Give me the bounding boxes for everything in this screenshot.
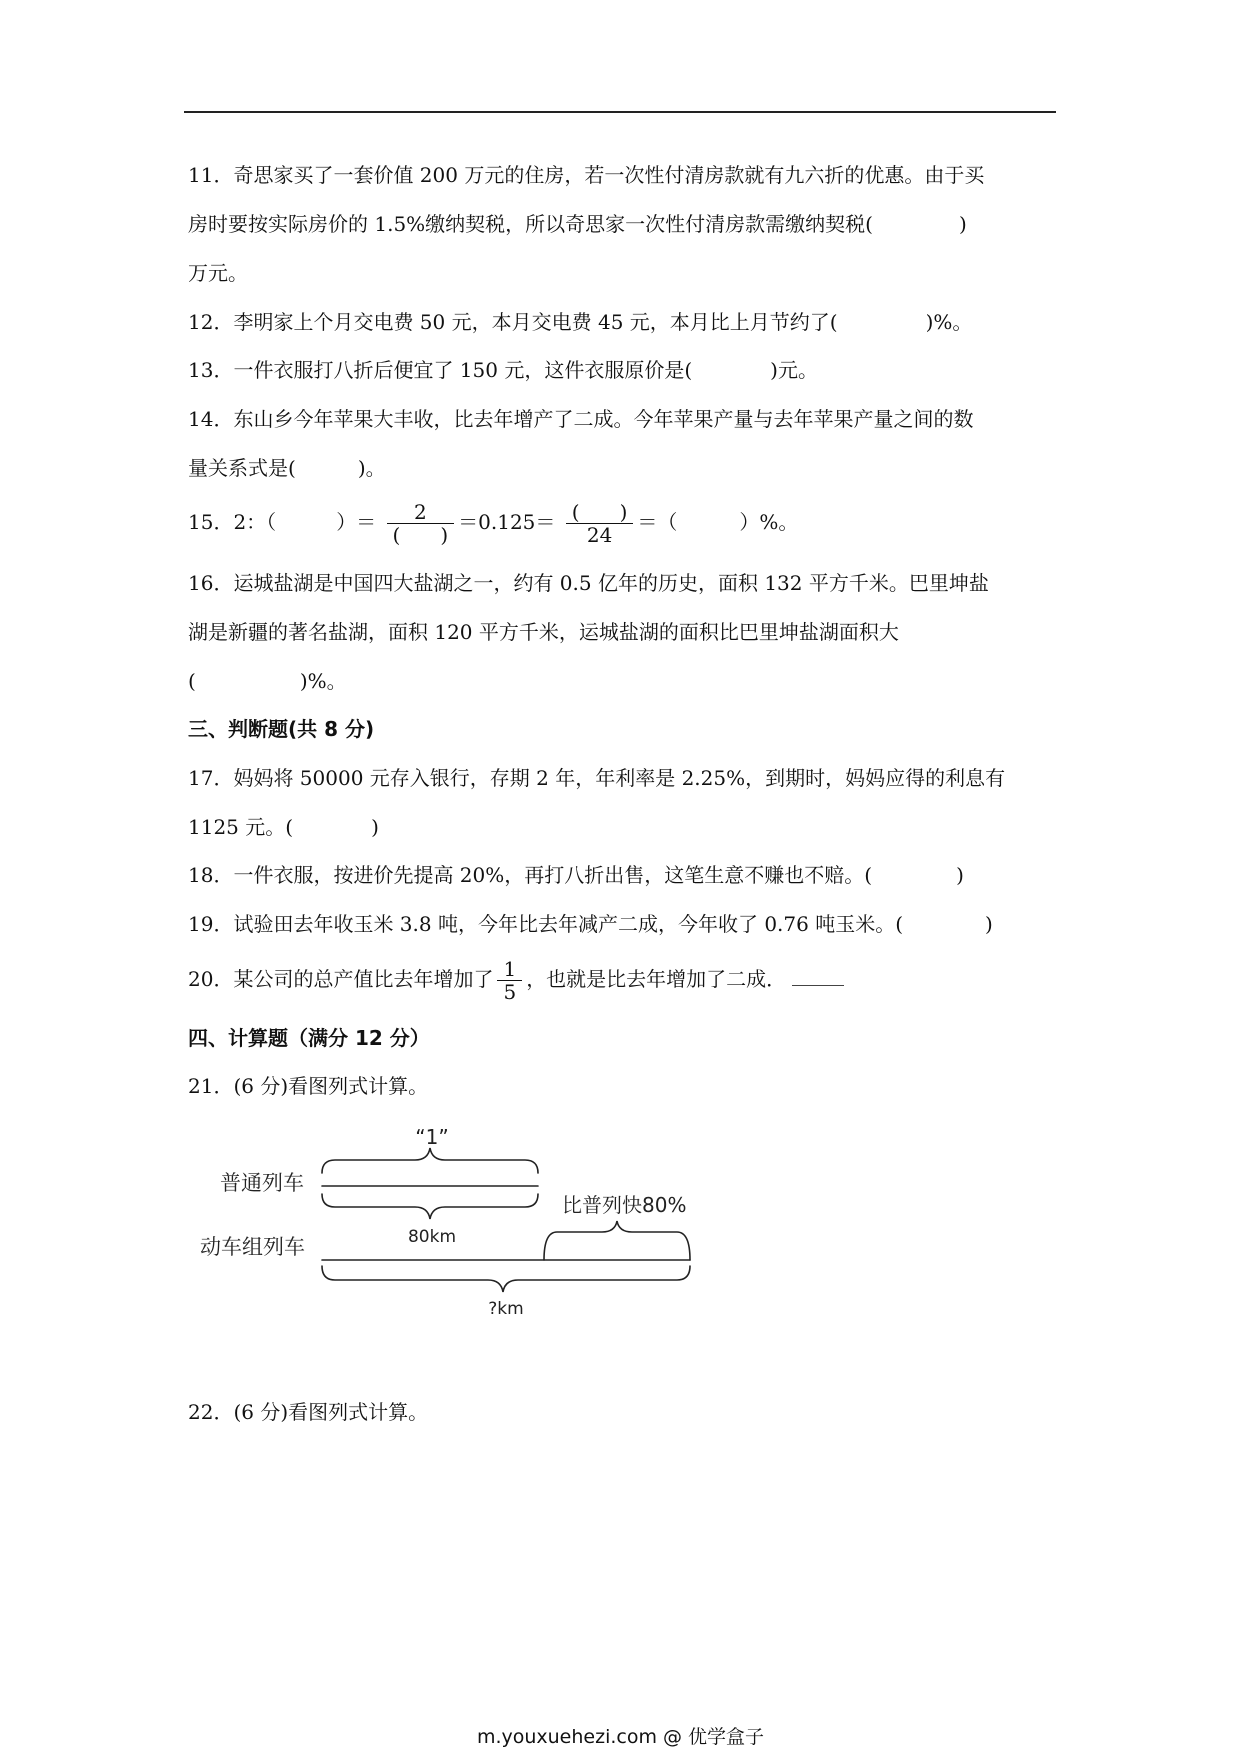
q20-fraction: [497, 958, 522, 1003]
q15-fraction2-den: 24: [586, 523, 613, 547]
q13-text: 13．一件衣服打八折后便宜了 150 元，这件衣服原价是(: [188, 358, 693, 382]
q19-text: 19．试验田去年收玉米 3.8 吨，今年比去年减产二成，今年收了 0.76 吨玉米。(: [188, 912, 904, 936]
footer-watermark: m.youxuehezi.com @ 优学盒子: [476, 1726, 765, 1748]
q15-fraction2: [566, 501, 634, 546]
q11-line2-close: ): [958, 212, 967, 236]
q16-line1: 16．运城盐湖是中国四大盐湖之一，约有 0.5 亿年的历史，面积 132 平方千米。巴里坤盐: [188, 571, 989, 595]
q12-line: [188, 309, 972, 335]
q18-post: ): [956, 863, 964, 887]
q14-line2: [188, 455, 386, 481]
bottom-brace: [322, 1266, 690, 1292]
section3-title: 三、判断题(共 8 分): [188, 717, 375, 741]
q16-open: (: [188, 669, 196, 693]
q15-fraction1-num: 2: [387, 501, 455, 524]
q15-part5: ）%。: [739, 510, 799, 534]
q11-line3: 万元。: [188, 261, 248, 285]
q20-fraction-den: 5: [503, 980, 517, 1004]
q15-part1: 15．2：（: [188, 510, 277, 534]
q15-fraction1-den[interactable]: ( ): [392, 523, 449, 547]
q15-part2: ）＝: [336, 510, 377, 534]
q17-line2: [188, 814, 379, 840]
q14-text: 量关系式是(: [188, 456, 296, 480]
q20-post: ，也就是比去年增加了二成．: [526, 967, 787, 991]
q11-line2: [188, 211, 967, 237]
q14-line1: 14．东山乡今年苹果大丰收，比去年增产了二成。今年苹果产量与去年苹果产量之间的数: [188, 407, 974, 431]
q15-fraction1: [387, 501, 455, 546]
q16-line3: [188, 668, 347, 694]
q17-text: 1125 元。(: [188, 815, 294, 839]
q15-part3: ＝0.125＝: [458, 510, 556, 534]
q11-line1: 11．奇思家买了一套价值 200 万元的住房，若一次性付清房款就有九六折的优惠。由于买: [188, 163, 985, 187]
diagram-row2-label: 动车组列车: [200, 1235, 305, 1259]
q17-post: ): [371, 815, 379, 839]
q18-line: [188, 862, 964, 888]
q16-line2: 湖是新疆的著名盐湖，面积 120 平方千米，运城盐湖的面积比巴里坤盐湖面积大: [188, 620, 899, 644]
q21-text: 21．(6 分)看图列式计算。: [188, 1074, 429, 1098]
diagram-faster-label: 比普列快80%: [562, 1193, 687, 1217]
q13-line: [188, 357, 818, 383]
q12-post: )%。: [925, 310, 973, 334]
q20-answer-blank[interactable]: [792, 967, 844, 986]
q20-line: [188, 955, 844, 1003]
q18-text: 18．一件衣服，按进价先提高 20%，再打八折出售，这笔生意不赚也不赔。(: [188, 863, 873, 887]
q17-line1: 17．妈妈将 50000 元存入银行，存期 2 年，年利率是 2.25%，到期时，妈妈应得的利息有: [188, 766, 1006, 790]
q16-close: )%。: [299, 669, 347, 693]
header-rule: [184, 111, 1056, 113]
train-diagram: [180, 1120, 720, 1320]
q22-text: 22．(6 分)看图列式计算。: [188, 1400, 429, 1424]
section4-title: 四、计算题（满分 12 分）: [188, 1026, 430, 1050]
q12-text: 12．李明家上个月交电费 50 元，本月交电费 45 元，本月比上月节约了(: [188, 310, 838, 334]
q20-text: 20．某公司的总产值比去年增加了: [188, 967, 494, 991]
diagram-one-label: “1”: [415, 1125, 449, 1149]
q15-fraction2-num[interactable]: ( ): [566, 501, 634, 524]
mid-brace: [322, 1194, 538, 1219]
q13-post: )元。: [770, 358, 818, 382]
q19-line: [188, 911, 993, 937]
extra-brace: [544, 1221, 690, 1260]
q11-line2-text: 房时要按实际房价的 1.5%缴纳契税，所以奇思家一次性付清房款需缴纳契税(: [188, 212, 873, 236]
q20-fraction-num: 1: [497, 958, 522, 981]
q19-post: ): [985, 912, 993, 936]
diagram-row1-label: 普通列车: [220, 1171, 304, 1195]
diagram-mid-label: 80km: [407, 1227, 457, 1247]
q14-post: )。: [357, 456, 386, 480]
q15-part4: ＝（: [637, 510, 678, 534]
q15-line: [188, 498, 798, 546]
top-brace: [322, 1148, 538, 1173]
diagram-bottom-label: ?km: [488, 1299, 524, 1319]
